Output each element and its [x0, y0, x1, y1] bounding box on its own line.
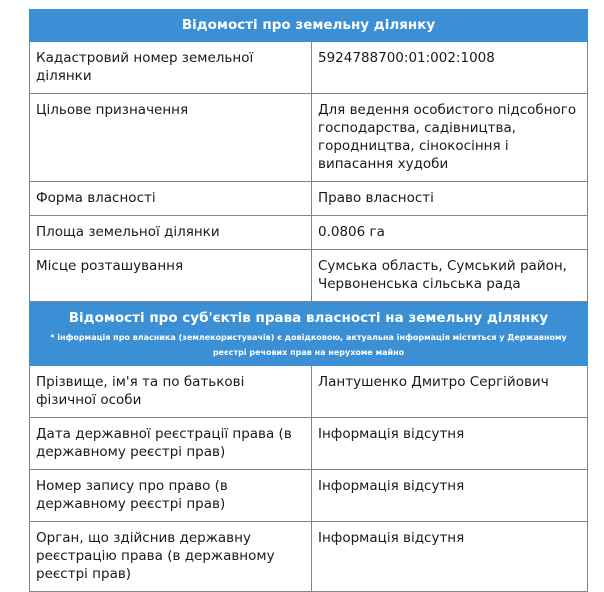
row-label: Місце розташування — [30, 250, 312, 302]
row-label: Дата державної реєстрації права (в державному реєстрі прав) — [30, 418, 312, 470]
row-label: Орган, що здійснив державну реєстрацію права (в державному реєстрі прав) — [30, 522, 312, 592]
row-value: 5924788700:01:002:1008 — [312, 42, 588, 94]
table-row-registering-authority — [30, 522, 588, 592]
row-value: Для ведення особистого підсобного господарства, садівництва, городництва, сінокосіння і випасання худоби — [312, 94, 588, 182]
land-parcel-table — [29, 9, 588, 592]
land-parcel-document — [29, 9, 587, 592]
row-label: Форма власності — [30, 182, 312, 216]
table-row-registration-date — [30, 418, 588, 470]
section-title-owners: Відомості про суб'єктів права власності на земельну ділянку — [68, 310, 549, 326]
row-value: Право власності — [312, 182, 588, 216]
row-value: Лантушенко Дмитро Сергійович — [312, 366, 588, 418]
row-label: Кадастровий номер земельної ділянки — [30, 42, 312, 94]
section-header-owners-cell — [30, 302, 588, 366]
section-title-parcel: Відомості про земельну ділянку — [30, 10, 588, 42]
table-row-area — [30, 216, 588, 250]
table-row-location — [30, 250, 588, 302]
row-value: Інформація відсутня — [312, 522, 588, 592]
row-value: Сумська область, Сумський район, Червоненська сільська рада — [312, 250, 588, 302]
table-row-purpose — [30, 94, 588, 182]
table-row-owner-name — [30, 366, 588, 418]
table-row-record-number — [30, 470, 588, 522]
row-label: Номер запису про право (в державному реєстрі прав) — [30, 470, 312, 522]
row-value: 0.0806 га — [312, 216, 588, 250]
row-value: Інформація відсутня — [312, 470, 588, 522]
row-value: Інформація відсутня — [312, 418, 588, 470]
row-label: Площа земельної ділянки — [30, 216, 312, 250]
section-header-owners — [30, 302, 588, 366]
section-header-parcel — [30, 10, 588, 42]
table-row-ownership-form — [30, 182, 588, 216]
section-note-owners: * інформація про власника (землекористувачів) є довідковою, актуальна інформація міститься у Державному реєстрі речових прав на нерухоме майно — [50, 333, 567, 357]
row-label: Прізвище, ім'я та по батькові фізичної особи — [30, 366, 312, 418]
row-label: Цільове призначення — [30, 94, 312, 182]
table-row-cadastral-number — [30, 42, 588, 94]
